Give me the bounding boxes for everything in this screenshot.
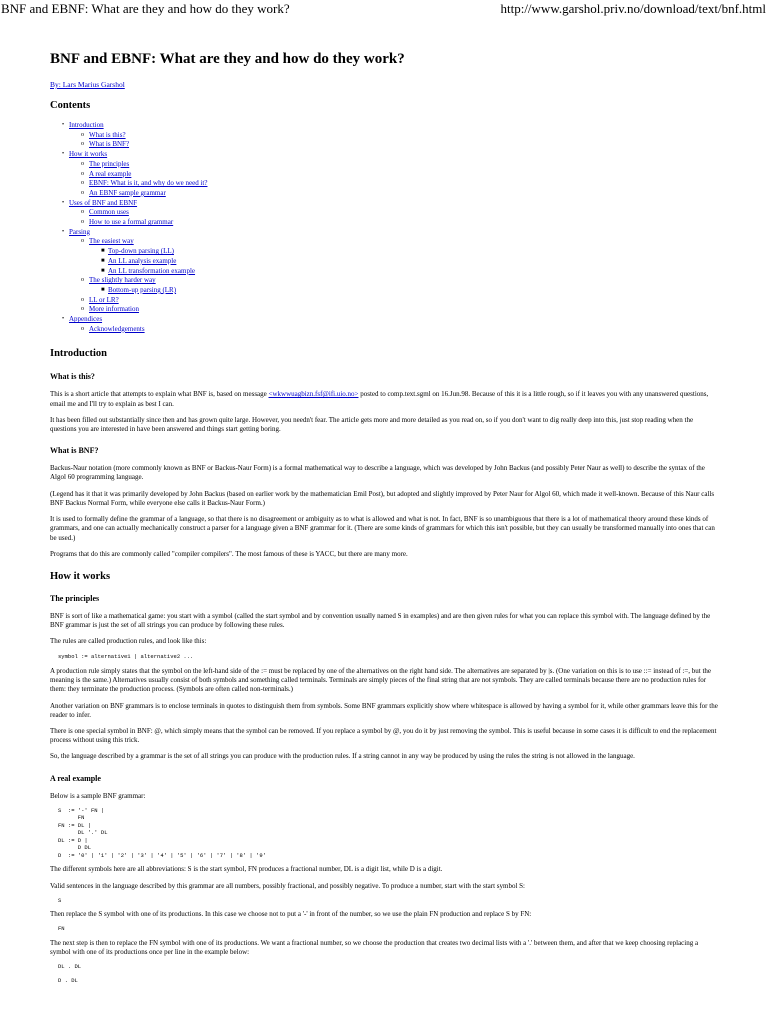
paragraph: Valid sentences in the language described by this grammar are all numbers, possibly fractional, and possibly negative. To produce a number, start with the start symbol S: [50,881,525,890]
paragraph: Below is a sample BNF grammar: [50,791,146,800]
bullet-icon: • [62,151,65,158]
bullet-icon: o [81,209,84,216]
toc-item [50,228,720,238]
bullet-icon: • [62,228,65,235]
bullet-icon: o [81,180,84,187]
toc-link[interactable]: How it works [69,150,108,159]
bullet-icon: o [81,277,84,284]
paragraph: Another variation on BNF grammars is to enclose terminals in quotes to distinguish them from symbols. Some BNF grammars explicitly show where whitespace is allowed by having a symbol for it, while other grammars leave this for the reader to infer. [50,701,718,719]
print-header-url: http://www.garshol.priv.no/download/text/bnf.html [500,1,766,16]
toc-item [50,237,720,247]
document-body [50,50,720,984]
bullet-icon: ■ [101,257,105,264]
toc-item [50,140,720,150]
toc-link[interactable]: Appendices [69,315,103,324]
bullet-icon: ■ [101,286,105,293]
toc-link[interactable]: The slightly harder way [89,276,156,285]
paragraph: Programs that do this are commonly called "compiler compilers". The most famous of these is YACC, but there are many more. [50,549,408,558]
bullet-icon: • [62,122,65,128]
toc-link[interactable]: Common uses [89,208,129,217]
bullet-icon: ■ [101,248,105,255]
what-is-bnf-heading: What is BNF? [50,446,99,456]
toc-link[interactable]: Introduction [69,121,104,129]
code-block: symbol := alternative1 | alternative2 ... [58,652,194,660]
contents-heading: Contents [50,100,91,111]
toc-item [50,199,720,209]
what-is-this-heading: What is this? [50,372,95,382]
bullet-icon: o [81,325,84,332]
paragraph: BNF is sort of like a mathematical game: you start with a symbol (called the start symbol and by convention usually named S in examples) and are then given rules for what you can replace this symbol with. The language defined by the BNF grammar is just the set of all strings you can produce by following these rules. [50,611,711,630]
toc-item [50,131,720,141]
bullet-icon: o [81,131,84,138]
paragraph: A production rule simply states that the symbol on the left-hand side of the := must be replaced by one of the alternatives on the right hand side. The alternatives are separated by |s. (One variation on this is to use ::= instead of :=, but the meaning is the same.) Alternatives usually consist of both symbols and something called terminals. Terminals are simply pieces of the final string that are not symbols. They are called terminals because there are no production rules for them: they terminate the production process. (Symbols are often called non-terminals.) [50,667,712,694]
introduction-heading: Introduction [50,348,107,360]
toc-link[interactable]: Acknowledgements [89,324,145,333]
toc-item [50,170,720,180]
author-link[interactable]: By: Lars Marius Garshol [50,80,125,89]
toc-link[interactable]: Top-down parsing (LL) [108,247,174,256]
code-block: FN [58,925,65,933]
toc-item [50,315,720,325]
toc-link[interactable]: Parsing [69,227,90,236]
toc-item [50,150,720,160]
bullet-icon: o [81,141,84,148]
paragraph-text: This is a short article that attempts to explain what BNF is, based on message [50,390,269,399]
paragraph-text: posted to comp.text.sgml on 16.Jun.98. Because of this it is a little rough, so if it leaves you with any unanswered questions, email me and I'll try to explain as best I can. [50,390,709,408]
toc-item [50,296,720,306]
toc-item [50,208,720,218]
paragraph: Then replace the S symbol with one of its productions. In this case we choose not to put a '-' in front of the number, so we use the plain FN production and replace S by FN: [50,910,532,919]
bullet-icon: o [81,160,84,167]
toc-link[interactable]: A real example [89,169,132,178]
toc-link[interactable]: What is BNF? [89,140,130,149]
toc-item [50,160,720,170]
paragraph: It is used to formally define the grammar of a language, so that there is no disagreement or ambiguity as to what is allowed and what is not. In fact, BNF is so unambiguous that there is a lot of mathematical theory around these kinds of grammars, and one can actually mechanically construct a parser for a language given a BNF grammar for it. (There are some kinds of grammars for which this isn't possible, but they can usually be transformed manually into ones that can be used.) [50,515,715,542]
toc-item [50,286,720,296]
bullet-icon: o [81,296,84,303]
toc-link[interactable]: EBNF: What is it, and why do we need it? [89,179,208,188]
toc-item [50,257,720,267]
toc-link[interactable]: An LL analysis example [108,256,177,265]
bullet-icon: • [62,199,65,206]
code-block: S [58,896,62,904]
toc-link[interactable]: What is this? [89,130,126,139]
print-header [0,0,768,20]
bullet-icon: ■ [101,267,105,274]
how-it-works-heading: How it works [50,570,111,582]
toc-link[interactable]: The principles [89,159,130,168]
code-block: D . DL [58,976,78,984]
toc-link[interactable]: An EBNF sample grammar [89,188,166,197]
bullet-icon: o [81,306,84,313]
bullet-icon: o [81,189,84,196]
toc-item [50,276,720,286]
bullet-icon: o [81,170,84,177]
paragraph: So, the language described by a grammar is the set of all strings you can produce with the production rules. If a string cannot in any way be produced by using the rules the string is not allowed in the language. [50,752,635,761]
toc-item [50,179,720,189]
message-id-link[interactable]: <wkwwuagbizn.fsf@ifi.uio.no> [268,390,359,399]
toc-item [50,189,720,199]
toc-item [50,247,720,257]
bullet-icon: • [62,316,65,323]
bullet-icon: o [81,238,84,245]
paragraph: There is one special symbol in BNF: @, which simply means that the symbol can be removed. If you replace a symbol by @, you do it by just removing the symbol. This is useful because in some cases it is difficult to end the replacement process without using this trick. [50,727,717,745]
toc-link[interactable]: Bottom-up parsing (LR) [108,285,177,294]
table-of-contents [50,121,720,334]
paragraph: The rules are called production rules, and look like this: [50,637,207,646]
page-title: BNF and EBNF: What are they and how do they work? [50,51,405,67]
paragraph: (Legend has it that it was primarily developed by John Backus (based on earlier work by the mathematician Emil Post), but adopted and slightly improved by Peter Naur for Algol 60, which made it well-known. Because of this Naur calls BNF Backus Normal Form, while everyone else calls it Backus-Naur Form.) [50,489,715,507]
toc-link[interactable]: More information [89,305,139,314]
paragraph: It has been filled out substantially since then and has grown quite large. However, you needn't fear. The article gets more and more detailed as you read on, so if you don't want to dig really deep into this, just stop reading when the questions you are interested in have been answered and things start getting boring. [50,415,694,434]
code-block: S := '-' FN | FN FN := DL | DL '.' DL DL := D | D DL D := '0' | '1' | '2' | '3' | '4' | '5' | '6' | '7' | '8' | '9' [58,806,266,859]
print-header-title: BNF and EBNF: What are they and how do they work? [1,1,290,16]
paragraph: Backus-Naur notation (more commonly known as BNF or Backus-Naur Form) is a formal mathematical way to describe a language, which was developed by John Backus (and possibly Peter Naur as well) to describe the syntax of the Algol 60 programming language. [50,464,705,482]
toc-item [50,305,720,315]
code-block: DL . DL [58,963,82,971]
toc-item [50,218,720,228]
toc-link[interactable]: An LL transformation example [108,266,196,275]
toc-link[interactable]: Uses of BNF and EBNF [69,198,138,207]
paragraph: The next step is then to replace the FN symbol with one of its productions. We want a fractional number, so we choose the production that creates two decimal lists with a '.' between them, and after that we keep choosing replacing a symbol with one of its productions once per line in the example below: [50,938,699,957]
bullet-icon: o [81,219,84,226]
principles-heading: The principles [50,593,100,603]
byline [50,80,720,90]
toc-link[interactable]: LL or LR? [89,295,119,304]
toc-item [50,121,720,131]
real-example-heading: A real example [50,773,101,783]
toc-item [50,267,720,277]
toc-item [50,325,720,335]
paragraph: The different symbols here are all abbreviations: S is the start symbol, FN produces a fractional number, DL is a digit list, while D is a digit. [50,865,443,874]
paragraph [50,390,720,408]
toc-link[interactable]: How to use a formal grammar [89,218,174,227]
toc-link[interactable]: The easiest way [89,237,134,246]
